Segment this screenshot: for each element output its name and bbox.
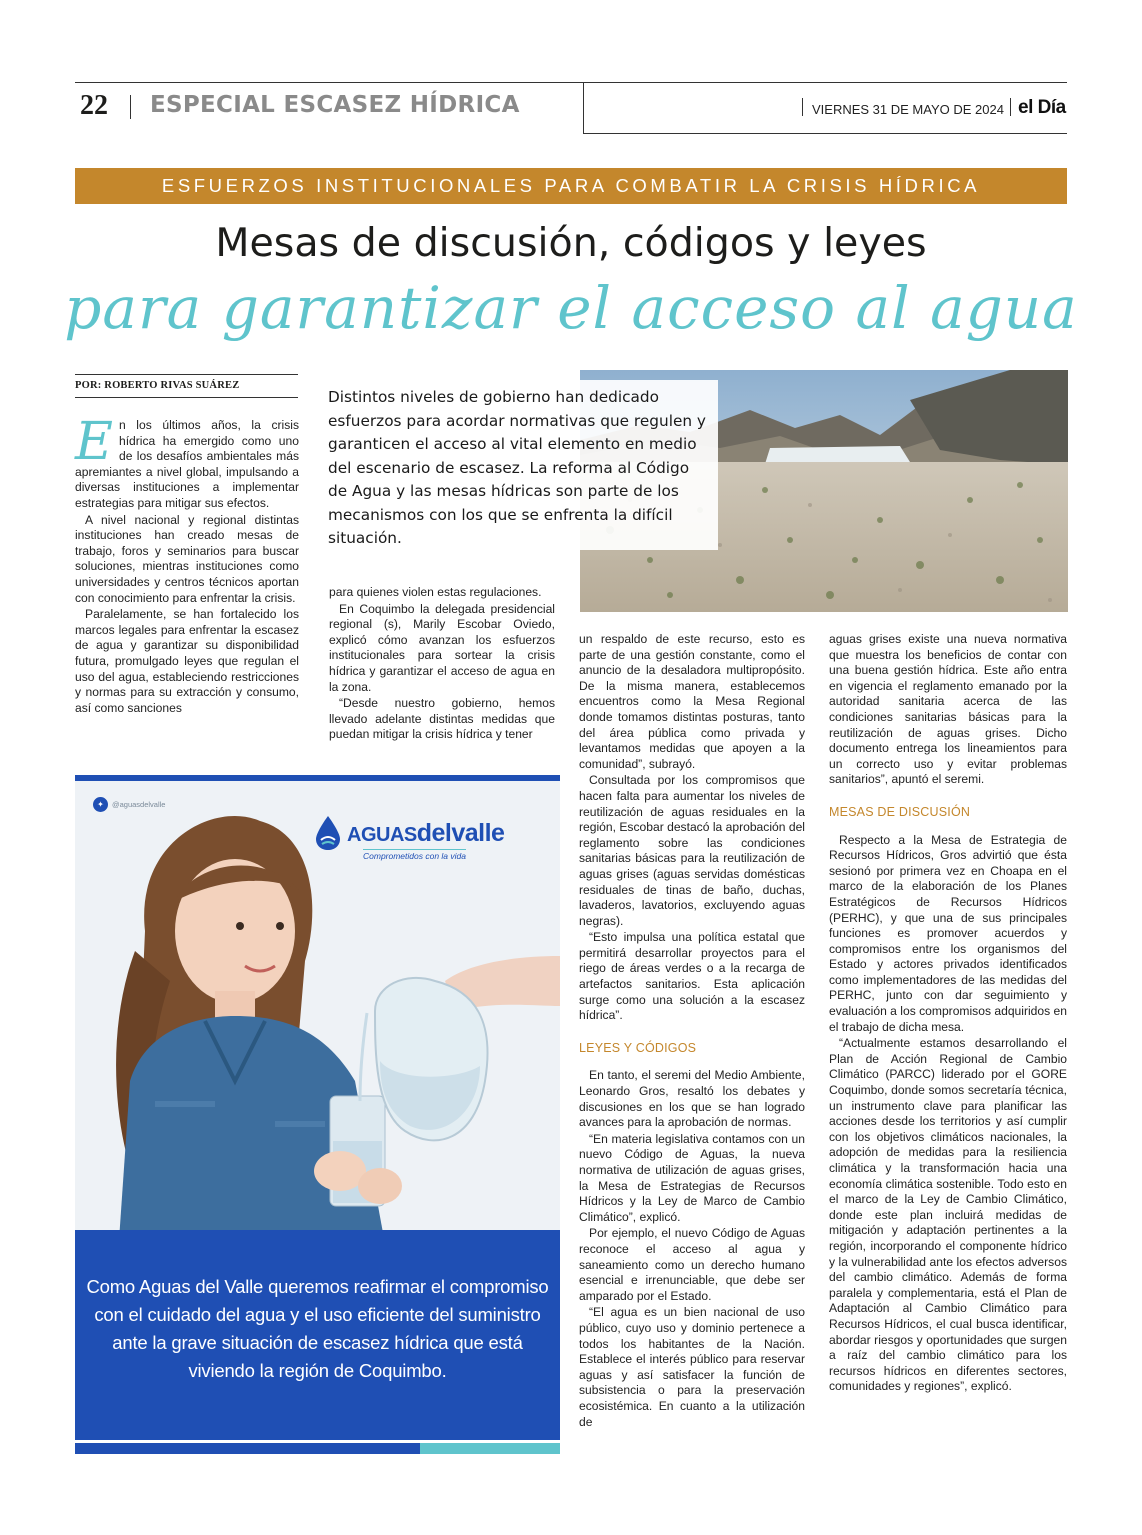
brand-tagline: Comprometidos con la vida <box>363 851 466 861</box>
article-column-2 <box>329 585 555 744</box>
advertisement <box>75 775 560 1458</box>
brand-name-part2: delvalle <box>416 818 505 847</box>
paragraph: Consultada por los compromisos que hacen falta para aumentar los niveles de reutilización de aguas residuales en la región, Escobar destacó la aprobación del reglamento sobre las condiciones sanitarias básicas para la reutilización de aguas grises (aguas servidas domésticas residuales de tinas de baño, duchas, lavaderos, lavatorios, excluyendo aguas negras). <box>579 773 805 928</box>
article-column-1 <box>75 412 299 717</box>
twitter-icon: ✦ <box>93 797 108 812</box>
headline: Mesas de discusión, códigos y leyes <box>215 220 927 266</box>
page-number: 22 <box>80 90 108 121</box>
publication-logo: el Día <box>1018 97 1066 118</box>
paragraph: “En materia legislativa contamos con un nuevo Código de Aguas, la nueva normativa de utilización de aguas grises, la Mesa de Estrategias de Recursos Hídricos y la Ley de Marco de Cambio Climático”, explicó. <box>579 1131 805 1224</box>
paragraph: Paralelamente, se han fortalecido los marcos legales para enfrentar la escasez de agua y garantizar su disponibilidad futura, promulgado leyes que regulan el uso del agua, estableciendo restricciones y normas para su extracción y consumo, así como sanciones <box>75 607 299 715</box>
ad-message: Como Aguas del Valle queremos reafirmar el compromiso con el cuidado del agua y el uso eficiente del suministro ante la grave situación de escasez hídrica que está viviendo la región de Coquimbo. <box>86 1276 549 1381</box>
subheading: LEYES Y CÓDIGOS <box>579 1040 697 1055</box>
header-bottom-rule <box>583 133 1067 134</box>
paragraph: Por ejemplo, el nuevo Código de Aguas reconoce el acceso al agua y saneamiento como un derecho humano esencial e irrenunciable, que debe ser amparado por el Estado. <box>579 1226 805 1303</box>
subheading: MESAS DE DISCUSIÓN <box>829 804 971 819</box>
article-column-4 <box>829 632 1067 1396</box>
article-column-3 <box>579 632 805 1431</box>
paragraph: A nivel nacional y regional distintas instituciones han creado mesas de trabajo, foros y seminarios para buscar soluciones, mientras instituciones como universidades y centros técnicos aportan con conocimiento para enfrentar la crisis. <box>75 512 299 605</box>
aguas-del-valle-logo <box>315 815 504 851</box>
byline-rule <box>75 397 298 398</box>
header-divider <box>583 82 584 134</box>
paragraph: Respecto a la Mesa de Estrategia de Recursos Hídricos, Gros advirtió que ésta sesionó por primera vez en Choapa en el marco de la elaboración de los Planes Estratégicos de Recursos Hídricos (PERHC), y que una de sus principales funciones es promover acuerdos y compromisos entre los organismos del Estado y actores privados identificados como implementadores de las medidas del PERHC, junto con dar seguimiento y evaluación a los compromisos adquiridos en el trabajo de dicha mesa. <box>829 832 1067 1034</box>
header-top-rule <box>75 82 1067 83</box>
paragraph: En tanto, el seremi del Medio Ambiente, Leonardo Gros, resaltó los debates y discusiones en los que se han logrado avances para la aprobación de normas. <box>579 1068 805 1130</box>
subheadline: para garantizar el acceso al agua <box>64 274 1078 342</box>
drop-cap: E <box>75 412 113 472</box>
twitter-handle <box>93 797 165 812</box>
brand-name <box>347 819 504 848</box>
ad-bottom-bar <box>75 1443 420 1454</box>
water-drop-icon <box>315 815 341 851</box>
paragraph: “Actualmente estamos desarrollando el Plan de Acción Regional de Cambio Climático (PARCC) liderado por el GORE Coquimbo, donde somos secretaría técnica, un instrumento clave para planificar las acciones desde los territorios y así cumplir con los objetivos climáticos nacionales, la adopción de medidas para la resiliencia climática y la transformación hacia una economía climática sostenible. Todo esto en el marco de la Ley de Cambio Climático, donde este plan incluirá medidas de mitigación y adaptación pertinentes a la región, incorporando el componente hídrico y la vulnerabilidad ante los efectos adversos del cambio climático. Además de forma paralela y complementaria, está el Plan de Adaptación al Cambio Climático para Recursos Hídricos, el cual busca identificar, abordar riesgos y oportunidades que surgen a raíz del cambio climático para los recursos hídricos en diferentes sectores, comunidades y regiones”, explicó. <box>829 1036 1067 1394</box>
twitter-handle-text: @aguasdelvalle <box>112 800 166 809</box>
lead-paragraph: Distintos niveles de gobierno han dedicado esfuerzos para acordar normativas que regulen y garanticen el acceso al vital elemento en medio del escenario de escasez. La reforma al Código de Agua y las mesas hídricas son parte de los mecanismos con los que se enfrenta la difícil situación. <box>318 380 718 550</box>
paragraph: En Coquimbo la delegada presidencial regional (s), Marily Escobar Oviedo, explicó cómo avanzan los esfuerzos institucionales para sortear la crisis hídrica y garantizar el acceso de agua en la zona. <box>329 601 555 694</box>
header-divider <box>1010 98 1011 116</box>
section-title: ESPECIAL ESCASEZ HÍDRICA <box>150 92 520 118</box>
brand-name-part1: AGUAS <box>347 823 417 846</box>
byline: POR: ROBERTO RIVAS SUÁREZ <box>75 380 240 391</box>
header-divider <box>130 95 131 119</box>
paragraph: un respaldo de este recurso, esto es parte de una gestión constante, como el anuncio de la desaladora multipropósito. De la misma manera, establecemos encuentros como la Mesa Regional donde tomamos distintas posturas, tanto del área pública como privada y levantamos medidas que apoyen a la comunidad”, subrayó. <box>579 632 805 771</box>
header-divider <box>802 98 803 116</box>
ad-photo <box>75 781 560 1298</box>
paragraph: n los últimos años, la crisis hídrica ha emergido como uno de los desafíos ambientales más apremiantes a nivel global, impulsando a diversas instituciones a implementar estrategias para mitigar sus efectos. <box>75 418 299 510</box>
byline-rule <box>75 374 298 375</box>
ad-bottom-accent <box>420 1443 560 1454</box>
paragraph: “El agua es un bien nacional de uso público, cuyo uso y dominio pertenece a todos los habitantes de la Nación. Establece el interés público para reservar aguas y así satisfacer la función de subsistencia o para la preservación ecosistémica. En cuanto a la utilización de <box>579 1305 805 1429</box>
paragraph: para quienes violen estas regulaciones. <box>329 585 542 599</box>
issue-date: VIERNES 31 DE MAYO DE 2024 <box>812 102 1004 117</box>
paragraph: “Desde nuestro gobierno, hemos llevado adelante distintas medidas que puedan mitigar la crisis hídrica y tener <box>329 696 555 742</box>
paragraph: aguas grises existe una nueva normativa que muestra los beneficios de contar con una buena gestión hídrica. Este año entra en vigencia el reglamento emanado por la autoridad sanitaria acerca de las condiciones sanitarias básicas para la reutilización de aguas grises. Dicho documento entrega los lineamientos para un correcto uso y evitar problemas sanitarios”, apuntó el seremi. <box>829 632 1067 787</box>
paragraph: “Esto impulsa una política estatal que permitirá desarrollar proyectos para el riego de áreas verdes o a la recarga de artefactos sanitarios. Esta aplicación surge como una solución a la escasez hídrica”. <box>579 930 805 1023</box>
kicker-banner: ESFUERZOS INSTITUCIONALES PARA COMBATIR LA CRISIS HÍDRICA <box>75 168 1067 204</box>
